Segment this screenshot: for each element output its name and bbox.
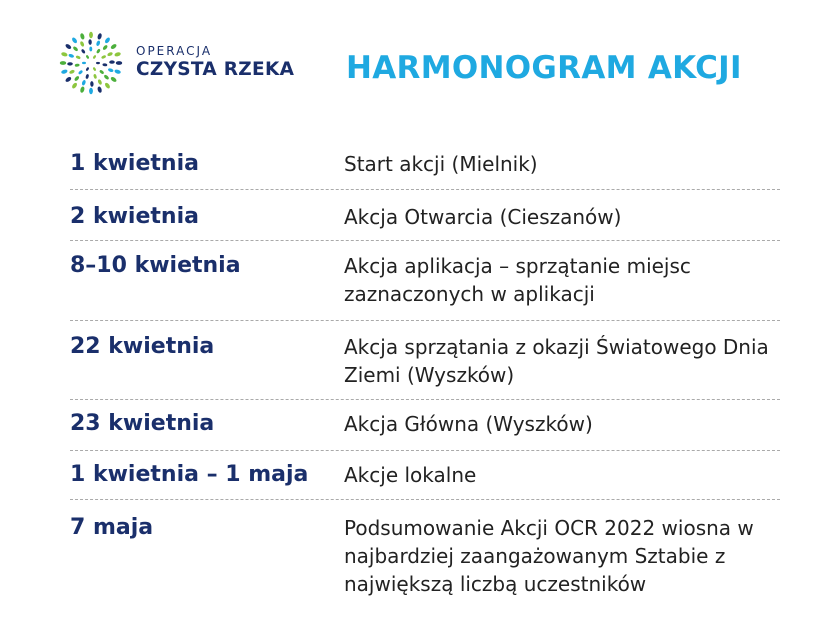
logo-leaf <box>89 32 93 38</box>
schedule-description: Akcja Główna (Wyszków) <box>344 412 593 436</box>
logo-leaf <box>104 82 111 89</box>
schedule-row <box>70 190 780 241</box>
schedule-row <box>70 451 780 500</box>
logo-leaf <box>93 74 97 79</box>
schedule-date: 2 kwietnia <box>70 204 199 229</box>
logo-leaf <box>81 80 86 86</box>
logo-leaf <box>96 62 100 64</box>
logo-leaf <box>114 52 121 58</box>
logo-leaf <box>97 86 103 93</box>
logo-leaf <box>89 47 92 52</box>
logo-leaf <box>75 55 81 60</box>
schedule-row <box>70 150 780 190</box>
schedule-date: 8–10 kwietnia <box>70 253 241 278</box>
logo-leaf <box>80 33 86 40</box>
logo-subtitle: OPERACJA <box>136 44 213 58</box>
logo-leaf <box>110 43 117 50</box>
logo-leaf <box>78 70 83 75</box>
logo-leaf <box>110 76 117 83</box>
logo-leaf <box>109 60 115 64</box>
schedule-date: 23 kwietnia <box>70 411 215 436</box>
logo-leaf <box>89 88 93 94</box>
schedule-date: 1 kwietnia – 1 maja <box>70 462 309 487</box>
schedule-description: Akcja aplikacja – sprzątanie miejsc zaznaczonych w aplikacji <box>344 254 691 306</box>
schedule-row <box>70 400 780 451</box>
logo-leaf <box>104 37 111 44</box>
logo-leaf <box>85 74 89 79</box>
logo-leaf <box>75 63 80 67</box>
logo-leaf <box>90 81 94 87</box>
logo-leaf <box>71 82 78 89</box>
schedule-description: Akcja sprzątania z okazji Światowego Dnia Ziemi (Wyszków) <box>344 335 769 387</box>
logo-leaf <box>60 61 66 65</box>
logo-leaf <box>114 69 121 75</box>
logo-leaf <box>107 51 113 56</box>
logo-leaf <box>108 68 114 73</box>
logo-leaf <box>82 62 86 64</box>
logo-leaf <box>80 86 86 93</box>
logo-leaf <box>85 55 89 60</box>
schedule-table <box>70 150 780 598</box>
logo-leaf <box>97 33 103 40</box>
schedule-description: Start akcji (Mielnik) <box>344 152 538 176</box>
logo-leaf <box>101 55 107 60</box>
logo-name: CZYSTA RZEKA <box>136 59 295 80</box>
schedule-description: Podsumowanie Akcji OCR 2022 wiosna w najbardziej zaangażowanym Sztabie z największą liczbą uczestników <box>344 516 754 596</box>
schedule-date: 22 kwietnia <box>70 334 215 359</box>
logo-leaf <box>67 62 73 66</box>
logo-leaf <box>79 41 84 47</box>
logo-leaf <box>74 75 80 81</box>
logo-leaf <box>102 44 108 50</box>
logo-leaf <box>72 46 78 52</box>
logo-emblem <box>58 30 124 96</box>
schedule-description: Akcja Otwarcia (Cieszanów) <box>344 205 622 229</box>
logo-leaf <box>96 40 101 46</box>
logo-leaf <box>92 67 96 72</box>
schedule-row <box>70 500 780 598</box>
logo-leaf <box>68 53 74 58</box>
logo-leaf <box>103 74 109 80</box>
logo-leaf <box>88 39 92 45</box>
logo-leaf <box>61 52 68 58</box>
logo-leaf <box>69 69 75 74</box>
logo-leaf <box>92 55 96 60</box>
logo-leaf <box>99 69 105 74</box>
logo-leaf <box>65 76 72 83</box>
logo-leaf <box>97 79 102 85</box>
logo-leaf <box>85 67 89 72</box>
logo-leaf <box>61 69 68 75</box>
schedule-row <box>70 321 780 400</box>
schedule-description: Akcje lokalne <box>344 463 477 487</box>
page-title: HARMONOGRAM AKCJI <box>346 50 742 86</box>
logo-leaf <box>71 37 78 44</box>
schedule-row <box>70 241 780 321</box>
logo-leaf <box>96 48 101 54</box>
schedule-date: 7 maja <box>70 515 154 540</box>
logo-leaf <box>116 61 122 65</box>
logo-leaf <box>65 43 72 50</box>
logo-wordmark <box>136 44 294 82</box>
logo-leaf <box>81 49 86 55</box>
schedule-date: 1 kwietnia <box>70 151 199 176</box>
logo-leaf <box>102 63 107 66</box>
